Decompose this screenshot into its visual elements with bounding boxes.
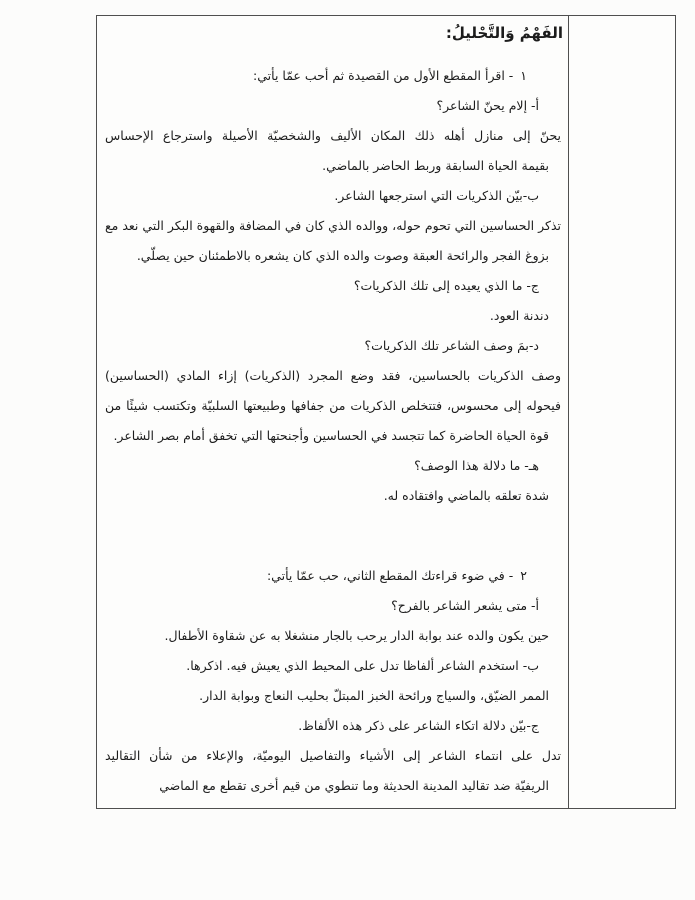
answer-line: يحنّ إلى منازل أهله ذلك المكان الأليف والشخصيّة الأصيلة واسترجاع الإحساس bbox=[105, 128, 561, 143]
answer-line: فيحوله إلى محسوس، فتتخلص الذكريات من جفافها وطبيعتها السلبيّة وتكتسب شيئًا من bbox=[105, 398, 561, 413]
question-block bbox=[103, 561, 563, 801]
content-column bbox=[97, 16, 568, 808]
question-header bbox=[103, 61, 563, 91]
answer-line: تذكر الحساسين التي تحوم حوله، ووالده الذي كان في المضافة والقهوة البكر التي نعد مع bbox=[105, 218, 561, 233]
answer-line: بزوغ الفجر والرائحة العبقة وصوت والده الذي كان يشعره بالاطمئنان حين يصلّي. bbox=[136, 248, 549, 263]
sub-question: ب- استخدم الشاعر ألفاظا تدل على المحيط الذي يعيش فيه. اذكرها. bbox=[186, 658, 539, 673]
section-title: الفَهْمُ وَالتَّحْليلُ: bbox=[445, 24, 563, 42]
answer-line: حين يكون والده عند بوابة الدار يرحب بالجار منشغلا به عن شقاوة الأطفال. bbox=[164, 628, 549, 643]
answer-line: الممر الضيّق، والسياج ورائحة الخبز المبتلّ بحليب النعاج وبوابة الدار. bbox=[199, 688, 549, 703]
questions-container bbox=[103, 61, 563, 801]
margin-column bbox=[568, 16, 675, 808]
question-number: ١ bbox=[520, 68, 527, 83]
worksheet-table bbox=[96, 15, 676, 809]
answer-line: شدة تعلقه بالماضي وافتقاده له. bbox=[383, 488, 549, 503]
answer-line: بقيمة الحياة السابقة وربط الحاضر بالماضي. bbox=[322, 158, 549, 173]
sub-question: د-بمَ وصف الشاعر تلك الذكريات؟ bbox=[364, 338, 539, 353]
sub-question: ج-بيّن دلالة اتكاء الشاعر على ذكر هذه الألفاظ. bbox=[298, 718, 539, 733]
answer-line: الريفيّة ضد تقاليد المدينة الحديثة وما تنطوي من قيم أخرى تقطع مع الماضي bbox=[159, 778, 549, 793]
sub-question: ب-بيّن الذكريات التي استرجعها الشاعر. bbox=[334, 188, 539, 203]
answer-line: دندنة العود. bbox=[489, 308, 549, 323]
answer-line: قوة الحياة الحاضرة كما تتجسد في الحساسين وأجنحتها التي تخفق أمام بصر الشاعر. bbox=[113, 428, 549, 443]
question-header bbox=[103, 561, 563, 591]
sub-question: أ- إلام يحنّ الشاعر؟ bbox=[436, 98, 539, 113]
sub-question: أ- متى يشعر الشاعر بالفرح؟ bbox=[391, 598, 539, 613]
question-block bbox=[103, 61, 563, 511]
question-prompt: - في ضوء قراءتك المقطع الثاني، حب عمّا يأتي: bbox=[266, 568, 514, 583]
question-number: ٢ bbox=[520, 568, 527, 583]
answer-line: وصف الذكريات بالحساسين، فقد وضع المجرد (الذكريات) إزاء المادي (الحساسين) bbox=[105, 368, 561, 383]
question-prompt: - اقرأ المقطع الأول من القصيدة ثم أحب عمّا يأتي: bbox=[253, 68, 514, 83]
answer-line: تدل على انتماء الشاعر إلى الأشياء والتفاصيل اليوميّة، والإعلاء من شأن التقاليد bbox=[105, 748, 561, 763]
sub-question: ج- ما الذي يعيده إلى تلك الذكريات؟ bbox=[353, 278, 539, 293]
sub-question: هـ- ما دلالة هذا الوصف؟ bbox=[414, 458, 539, 473]
